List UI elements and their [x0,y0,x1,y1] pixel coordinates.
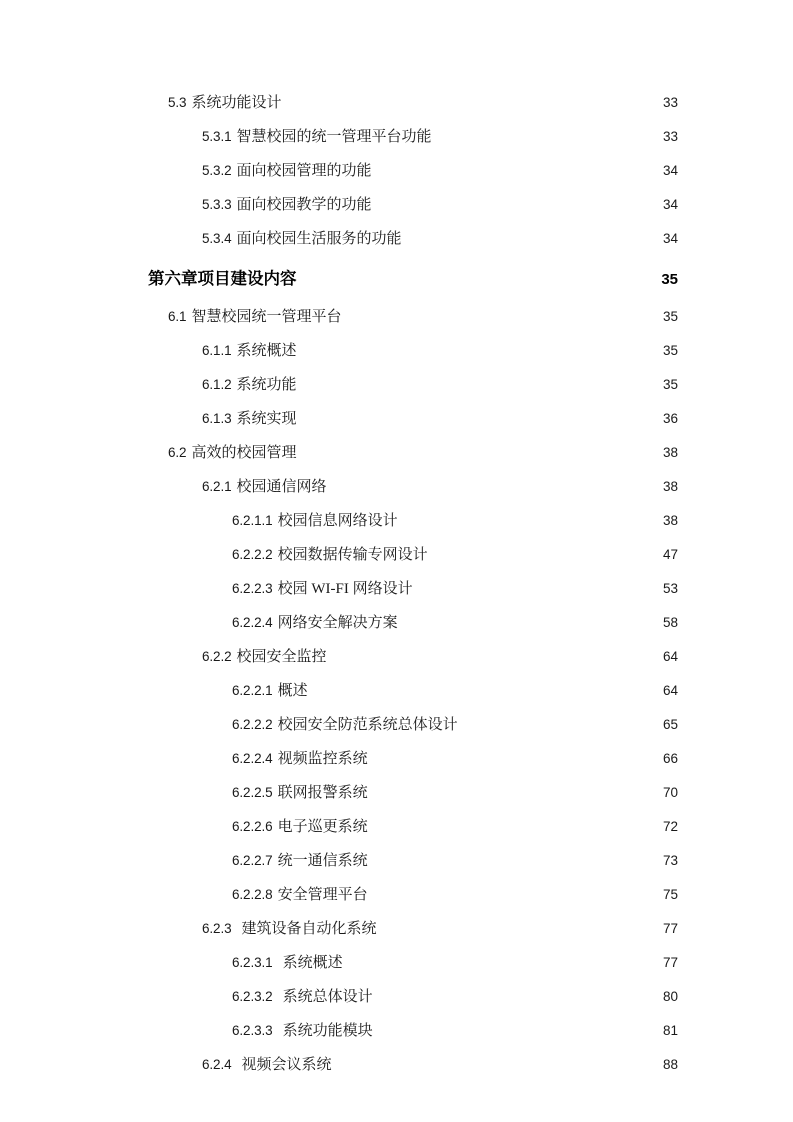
toc-entry-number: 6.2.3.1 [232,955,273,970]
toc-entry[interactable] [148,300,678,334]
toc-entry-title: 联网报警系统 [277,785,368,801]
toc-entry-page-number: 47 [662,547,678,562]
toc-entry[interactable] [148,86,678,120]
toc-entry[interactable] [148,154,678,188]
toc-entry-page-number: 35 [662,377,678,392]
dot-leader [342,307,656,322]
toc-entry-number: 5.3.3 [202,197,232,212]
dot-leader [298,270,662,285]
toc-entry-page-number: 34 [662,163,678,178]
toc-entry[interactable] [148,504,678,538]
toc-entry-title: 校园信息网络设计 [277,513,398,529]
toc-entry[interactable] [148,742,678,776]
dot-leader [344,953,661,968]
toc-entry[interactable] [148,844,678,878]
toc-entry[interactable] [148,572,678,606]
toc-entry-number: 6.2.1.1 [232,513,273,528]
toc-entry-number: 6.1.3 [202,411,232,426]
toc-entry-title: 系统概述 [236,343,297,359]
dot-leader [414,579,656,594]
toc-entry[interactable] [148,188,678,222]
toc-entry-page-number: 65 [662,717,678,732]
dot-leader [309,681,661,696]
dot-leader [369,783,656,798]
toc-entry[interactable] [148,120,678,154]
toc-entry-number: 6.2.2.4 [232,751,273,766]
toc-entry-page-number: 35 [661,271,678,288]
toc-entry-title: 第六章项目建设内容 [148,269,297,288]
toc-entry[interactable] [148,776,678,810]
toc-entry-page-number: 75 [662,887,678,902]
dot-leader [373,195,661,210]
toc-entry-number: 6.2.2.1 [232,683,273,698]
toc-entry-title: 视频监控系统 [277,751,368,767]
toc-entry-number: 6.2 [168,445,187,460]
toc-entry-number: 6.2.2.4 [232,615,273,630]
table-of-contents [0,86,793,1082]
toc-entry[interactable] [148,708,678,742]
dot-leader [369,851,656,866]
toc-entry-number: 6.1 [168,309,187,324]
toc-entry-title: 系统功能模块 [282,1023,373,1039]
dot-leader [298,341,661,356]
toc-entry-title: 校园通信网络 [236,479,327,495]
toc-entry-number: 6.2.3.2 [232,989,273,1004]
toc-entry-number: 5.3.1 [202,129,232,144]
toc-entry-page-number: 72 [662,819,678,834]
toc-entry-number: 5.3.4 [202,231,232,246]
dot-leader [298,375,656,390]
toc-entry-page-number: 53 [662,581,678,596]
toc-entry-title: 安全管理平台 [277,887,368,903]
toc-entry-page-number: 77 [662,921,678,936]
toc-entry-page-number: 36 [662,411,678,426]
toc-entry-title: 智慧校园的统一管理平台功能 [236,129,432,145]
toc-entry-title: 面向校园生活服务的功能 [236,231,402,247]
toc-entry-page-number: 77 [662,955,678,970]
toc-entry-page-number: 73 [662,853,678,868]
dot-leader [297,443,656,458]
toc-entry-number: 6.2.3.3 [232,1023,273,1038]
toc-entry-title: 系统总体设计 [282,989,373,1005]
toc-entry-number: 6.2.2.5 [232,785,273,800]
toc-entry-page-number: 70 [662,785,678,800]
toc-entry-number: 6.2.3 [202,921,232,936]
toc-entry-title: 概述 [277,683,308,699]
toc-entry[interactable] [148,402,678,436]
dot-leader [374,1021,661,1036]
dot-leader [429,545,661,560]
toc-entry-number: 6.2.2.2 [232,547,273,562]
toc-entry-page-number: 64 [662,649,678,664]
toc-entry-page-number: 33 [662,129,678,144]
toc-entry[interactable] [148,222,678,256]
toc-entry[interactable] [148,674,678,708]
toc-entry-page-number: 38 [662,479,678,494]
dot-leader [369,817,661,832]
dot-leader [373,161,656,176]
toc-entry-title: 校园数据传输专网设计 [277,547,428,563]
toc-entry[interactable] [148,260,678,298]
toc-entry-title: 系统功能设计 [191,95,282,111]
toc-entry-number: 6.2.1 [202,479,232,494]
toc-entry[interactable] [148,810,678,844]
dot-leader [328,647,656,662]
toc-entry-title: 统一通信系统 [277,853,368,869]
dot-leader [333,1055,656,1070]
toc-entry-title: 电子巡更系统 [277,819,368,835]
toc-entry-number: 6.2.2.2 [232,717,273,732]
dot-leader [369,749,661,764]
toc-entry[interactable] [148,606,678,640]
toc-entry-title: 校园安全监控 [236,649,327,665]
toc-entry[interactable] [148,1048,678,1082]
dot-leader [374,987,656,1002]
dot-leader [282,93,656,108]
dot-leader [328,477,661,492]
toc-entry-title: 面向校园教学的功能 [236,197,372,213]
toc-entry-page-number: 33 [662,95,678,110]
toc-entry-number: 5.3.2 [202,163,232,178]
toc-entry-title: 系统概述 [282,955,343,971]
toc-entry-title: 校园 WI-FI 网络设计 [277,581,413,597]
toc-entry-number: 6.1.1 [202,343,232,358]
toc-entry-title: 校园安全防范系统总体设计 [277,717,458,733]
toc-entry-page-number: 38 [662,445,678,460]
toc-entry-number: 6.2.2.3 [232,581,273,596]
toc-entry-number: 6.1.2 [202,377,232,392]
toc-entry-title: 网络安全解决方案 [277,615,398,631]
toc-entry-number: 6.2.2 [202,649,232,664]
toc-entry-page-number: 81 [662,1023,678,1038]
toc-entry[interactable] [148,640,678,674]
toc-entry[interactable] [148,946,678,980]
dot-leader [378,919,656,934]
toc-entry-title: 面向校园管理的功能 [236,163,372,179]
dot-leader [369,885,661,900]
toc-entry[interactable] [148,980,678,1014]
toc-entry-number: 5.3 [168,95,187,110]
dot-leader [459,715,656,730]
dot-leader [403,229,656,244]
dot-leader [399,511,656,526]
toc-entry-number: 6.2.4 [202,1057,232,1072]
toc-entry-title: 系统功能 [236,377,297,393]
toc-entry-page-number: 80 [662,989,678,1004]
toc-entry[interactable] [148,878,678,912]
toc-entry-page-number: 88 [662,1057,678,1072]
toc-entry-page-number: 64 [662,683,678,698]
toc-entry-number: 6.2.2.8 [232,887,273,902]
toc-entry-page-number: 35 [662,309,678,324]
dot-leader [399,613,661,628]
toc-entry[interactable] [148,436,678,470]
toc-entry[interactable] [148,470,678,504]
toc-entry-page-number: 35 [662,343,678,358]
toc-entry[interactable] [148,368,678,402]
toc-entry-page-number: 58 [662,615,678,630]
toc-entry-number: 6.2.2.7 [232,853,273,868]
toc-entry[interactable] [148,1014,678,1048]
toc-entry-page-number: 34 [662,231,678,246]
toc-entry[interactable] [148,912,678,946]
toc-entry[interactable] [148,334,678,368]
toc-entry-page-number: 38 [662,513,678,528]
dot-leader [433,127,661,142]
toc-entry[interactable] [148,538,678,572]
toc-entry-title: 视频会议系统 [241,1057,332,1073]
toc-entry-title: 智慧校园统一管理平台 [191,309,342,325]
toc-entry-title: 系统实现 [236,411,297,427]
toc-entry-page-number: 66 [662,751,678,766]
toc-entry-title: 建筑设备自动化系统 [241,921,377,937]
toc-entry-title: 高效的校园管理 [191,445,297,461]
toc-entry-page-number: 34 [662,197,678,212]
toc-entry-number: 6.2.2.6 [232,819,273,834]
dot-leader [298,409,661,424]
